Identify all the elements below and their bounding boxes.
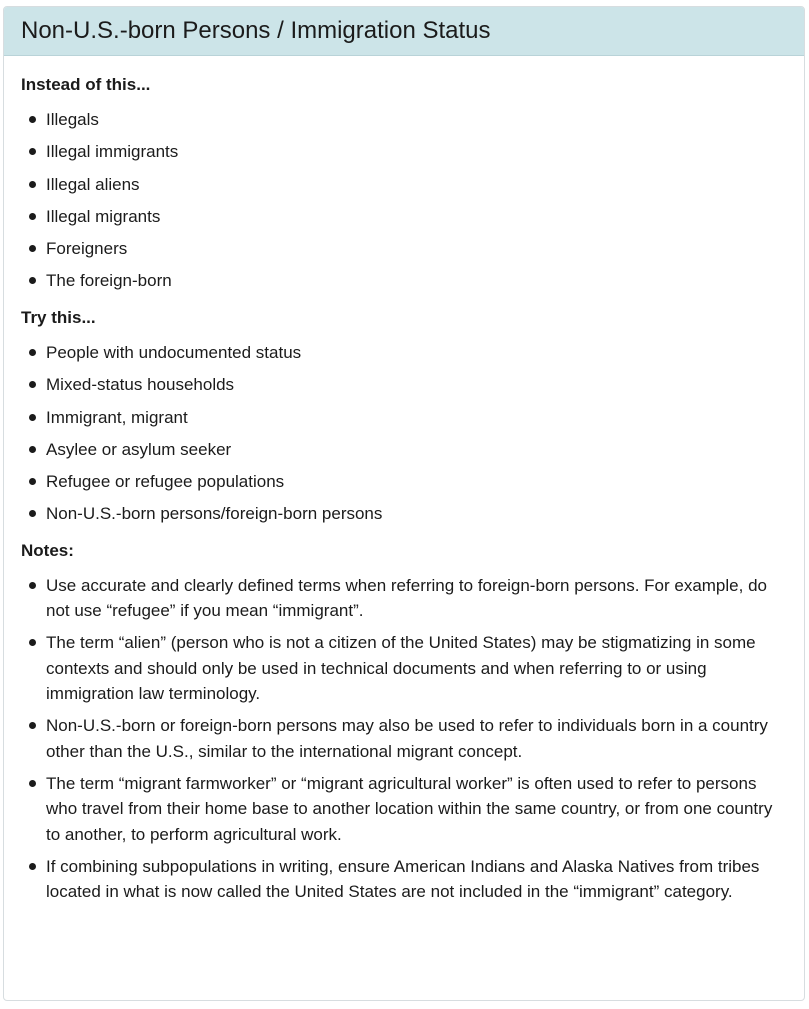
list-item: Illegals bbox=[46, 107, 787, 133]
card-header bbox=[4, 7, 804, 56]
list-item: Illegal immigrants bbox=[46, 139, 787, 165]
card-body bbox=[4, 56, 804, 905]
list-item: Foreigners bbox=[46, 236, 787, 262]
list-item: Non-U.S.-born persons/foreign-born persons bbox=[46, 501, 787, 527]
list-item: Asylee or asylum seeker bbox=[46, 437, 787, 463]
note-item: If combining subpopulations in writing, ensure American Indians and Alaska Natives from tribes located in what is now called the United States are not included in the “immigrant” category. bbox=[46, 854, 787, 905]
list-item: Refugee or refugee populations bbox=[46, 469, 787, 495]
list-item: People with undocumented status bbox=[46, 340, 787, 366]
note-item: The term “migrant farmworker” or “migrant agricultural worker” is often used to refer to persons who travel from their home base to another location within the same country, or from one country to another, to perform agricultural work. bbox=[46, 771, 787, 848]
instead-heading: Instead of this... bbox=[21, 75, 151, 94]
list-item: Mixed-status households bbox=[46, 372, 787, 398]
list-item: Illegal migrants bbox=[46, 204, 787, 230]
note-item: Use accurate and clearly defined terms when referring to foreign-born persons. For example, do not use “refugee” if you mean “immigrant”. bbox=[46, 573, 787, 624]
instead-list bbox=[21, 107, 787, 294]
try-list bbox=[21, 340, 787, 527]
try-heading: Try this... bbox=[21, 307, 96, 327]
list-item: Illegal aliens bbox=[46, 172, 787, 198]
list-item: Immigrant, migrant bbox=[46, 405, 787, 431]
card-title: Non-U.S.-born Persons / Immigration Status bbox=[21, 17, 491, 44]
guidance-card bbox=[3, 6, 805, 1001]
list-item: The foreign-born bbox=[46, 268, 787, 294]
note-item: Non-U.S.-born or foreign-born persons may also be used to refer to individuals born in a country other than the U.S., similar to the international migrant concept. bbox=[46, 713, 787, 764]
note-item: The term “alien” (person who is not a citizen of the United States) may be stigmatizing in some contexts and should only be used in technical documents and when referring to or using immigration law terminology. bbox=[46, 630, 787, 707]
notes-heading: Notes: bbox=[21, 540, 74, 560]
notes-list bbox=[21, 573, 787, 905]
